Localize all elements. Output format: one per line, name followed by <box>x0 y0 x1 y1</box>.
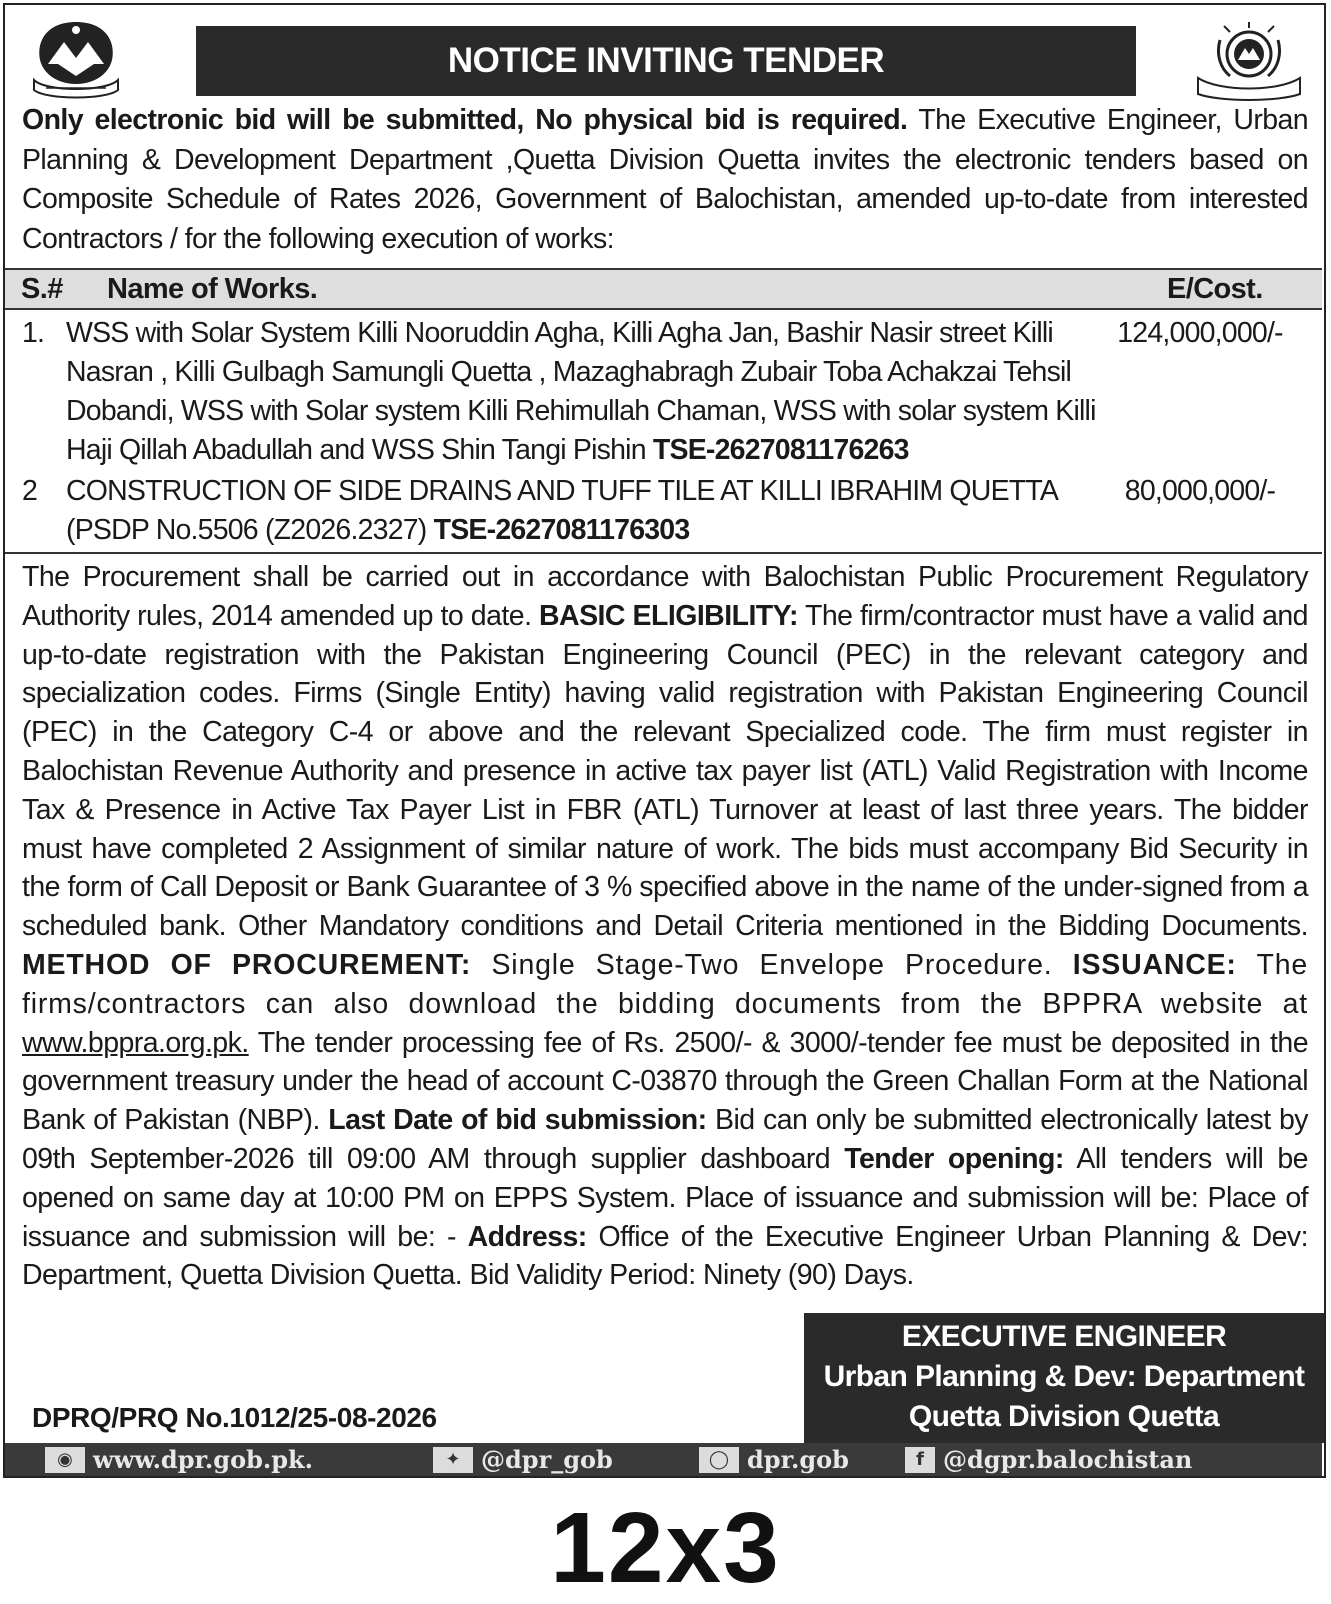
tender-opening-label: Tender opening: <box>844 1142 1064 1175</box>
work-cost: 124,000,000/- <box>1117 317 1283 349</box>
address-label: Address: <box>467 1220 587 1253</box>
work-serial: 1. <box>22 317 45 349</box>
work-tse: TSE-2627081176263 <box>652 434 909 466</box>
terms-p3: Single Stage-Two Envelope Procedure. <box>471 948 1073 981</box>
terms-p8: Office of the Executive Engineer Urban Planning & Dev: Department, Quetta Division Quetta. Bid Validity Period: Ninety (90) Days. <box>22 1220 1308 1292</box>
footer-facebook-text: @dgpr.balochistan <box>943 1445 1193 1474</box>
notice-title <box>196 26 1136 96</box>
facebook-icon: f <box>905 1447 935 1473</box>
work-description <box>66 472 1101 550</box>
terms-p7: All tenders will be opened on same day at 10:00 PM on EPPS System. Place of issuance and submission will be: Place of issuance and submission will be: - <box>22 1142 1308 1253</box>
signature-department: Urban Planning & Dev: Department <box>823 1360 1305 1393</box>
terms-p5: The tender processing fee of Rs. 2500/- & 3000/-tender fee must be deposited in the government treasury under the head of account C-03870 through the Green Challan Form at the National Bank of Pakistan (NBP). <box>22 1026 1308 1137</box>
reference-number: DPRQ/PRQ No.1012/25-08-2026 <box>32 1402 437 1433</box>
table-divider <box>5 552 1322 554</box>
balochistan-emblem-right-icon <box>1190 20 1308 102</box>
footer-instagram[interactable] <box>699 1445 849 1474</box>
footer-instagram-text: dpr.gob <box>747 1445 849 1474</box>
work-serial: 2 <box>22 475 38 507</box>
terms-p4: The firms/contractors can also download the bidding documents from the BPPRA website at <box>22 948 1308 1020</box>
footer-twitter-text: @dpr_gob <box>481 1445 613 1474</box>
last-date-label: Last Date of bid submission: <box>328 1104 707 1137</box>
works-table-header <box>5 268 1322 310</box>
footer-twitter[interactable] <box>433 1445 613 1474</box>
terms-p6: Bid can only be submitted electronically latest by 09th September-2026 till 09:00 AM through supplier dashboard <box>22 1104 1309 1175</box>
footer-website[interactable] <box>45 1445 313 1474</box>
balochistan-emblem-left-icon <box>26 18 126 100</box>
method-label: METHOD OF PROCUREMENT: <box>22 948 472 981</box>
work-name: WSS with Solar System Killi Nooruddin Agha, Killi Agha Jan, Bashir Nasir street Killi Nasran , Killi Gulbagh Samungli Quetta , Mazaghabragh Zubair Toba Achakzai Tehsil Dobandi, WSS with Solar system Killi Rehimullah Chaman, WSS with solar system Killi Haji Qillah Abadullah and WSS Shin Tangi Pishin <box>66 317 1096 466</box>
work-tse: TSE-2627081176303 <box>433 514 690 546</box>
intro-paragraph <box>22 101 1308 259</box>
signature-division: Quetta Division Quetta <box>908 1400 1220 1433</box>
header-serial: S.# <box>21 273 63 305</box>
footer-social-bar <box>5 1443 1322 1476</box>
globe-icon: ◉ <box>45 1447 85 1473</box>
terms-p1: The Procurement shall be carried out in accordance with Balochistan Public Procurement Regulatory Authority rules, 2014 amended up to date. <box>22 561 1308 632</box>
header-name-of-works: Name of Works. <box>107 273 318 305</box>
terms-p2: The firm/contractor must have a valid and up-to-date registration with the Pakistan Engineering Council (PEC) in the relevant category and specialization codes. Firms (Single Entity) having valid registration with Pakistan Engineering Council (PEC) in the Category C-4 or above and the relevant Specialized code. The firm must register in Balochistan Revenue Authority and presence in active tax payer list (ATL) Valid Registration with Income Tax & Presence in Active Tax Payer List in FBR (ATL) Turnover at least of last three years. The bidder must have completed 2 Assignment of similar nature of work. The bids must accompany Bid Security in the form of Call Deposit or Bank Guarantee of 3 % specified above in the name of the under-signed from a scheduled bank. Other Mandatory conditions and Detail Criteria mentioned in the Bidding Documents. <box>22 599 1308 943</box>
bppra-website-link[interactable]: www.bppra.org.pk. <box>22 1026 249 1059</box>
terms-paragraph <box>22 558 1308 1295</box>
intro-lead: Only electronic bid will be submitted, No physical bid is required. <box>22 104 908 136</box>
twitter-icon: ✦ <box>433 1447 473 1473</box>
instagram-icon: ◯ <box>699 1447 739 1473</box>
work-cost: 80,000,000/- <box>1124 475 1276 507</box>
signature-block <box>804 1313 1324 1443</box>
footer-facebook[interactable] <box>905 1445 1192 1474</box>
ad-size-label: 12x3 <box>550 1492 781 1604</box>
header-estimated-cost: E/Cost. <box>1167 273 1263 305</box>
signature-title: EXECUTIVE ENGINEER <box>901 1320 1227 1353</box>
footer-website-text: www.dpr.gob.pk. <box>93 1445 313 1474</box>
basic-eligibility-label: BASIC ELIGIBILITY: <box>539 599 798 632</box>
work-description <box>66 314 1101 470</box>
intro-text: The Executive Engineer, Urban Planning & Development Department ,Quetta Division Quetta invites the electronic tenders based on Composite Schedule of Rates 2026, Government of Balochistan, amended up-to-date from interested Contractors / for the following execution of works: <box>22 104 1308 255</box>
issuance-label: ISSUANCE: <box>1072 948 1237 981</box>
work-name: CONSTRUCTION OF SIDE DRAINS AND TUFF TILE AT KILLI IBRAHIM QUETTA (PSDP No.5506 (Z2026.2327) <box>66 475 1057 546</box>
notice-title-text: NOTICE INVITING TENDER <box>447 41 885 80</box>
